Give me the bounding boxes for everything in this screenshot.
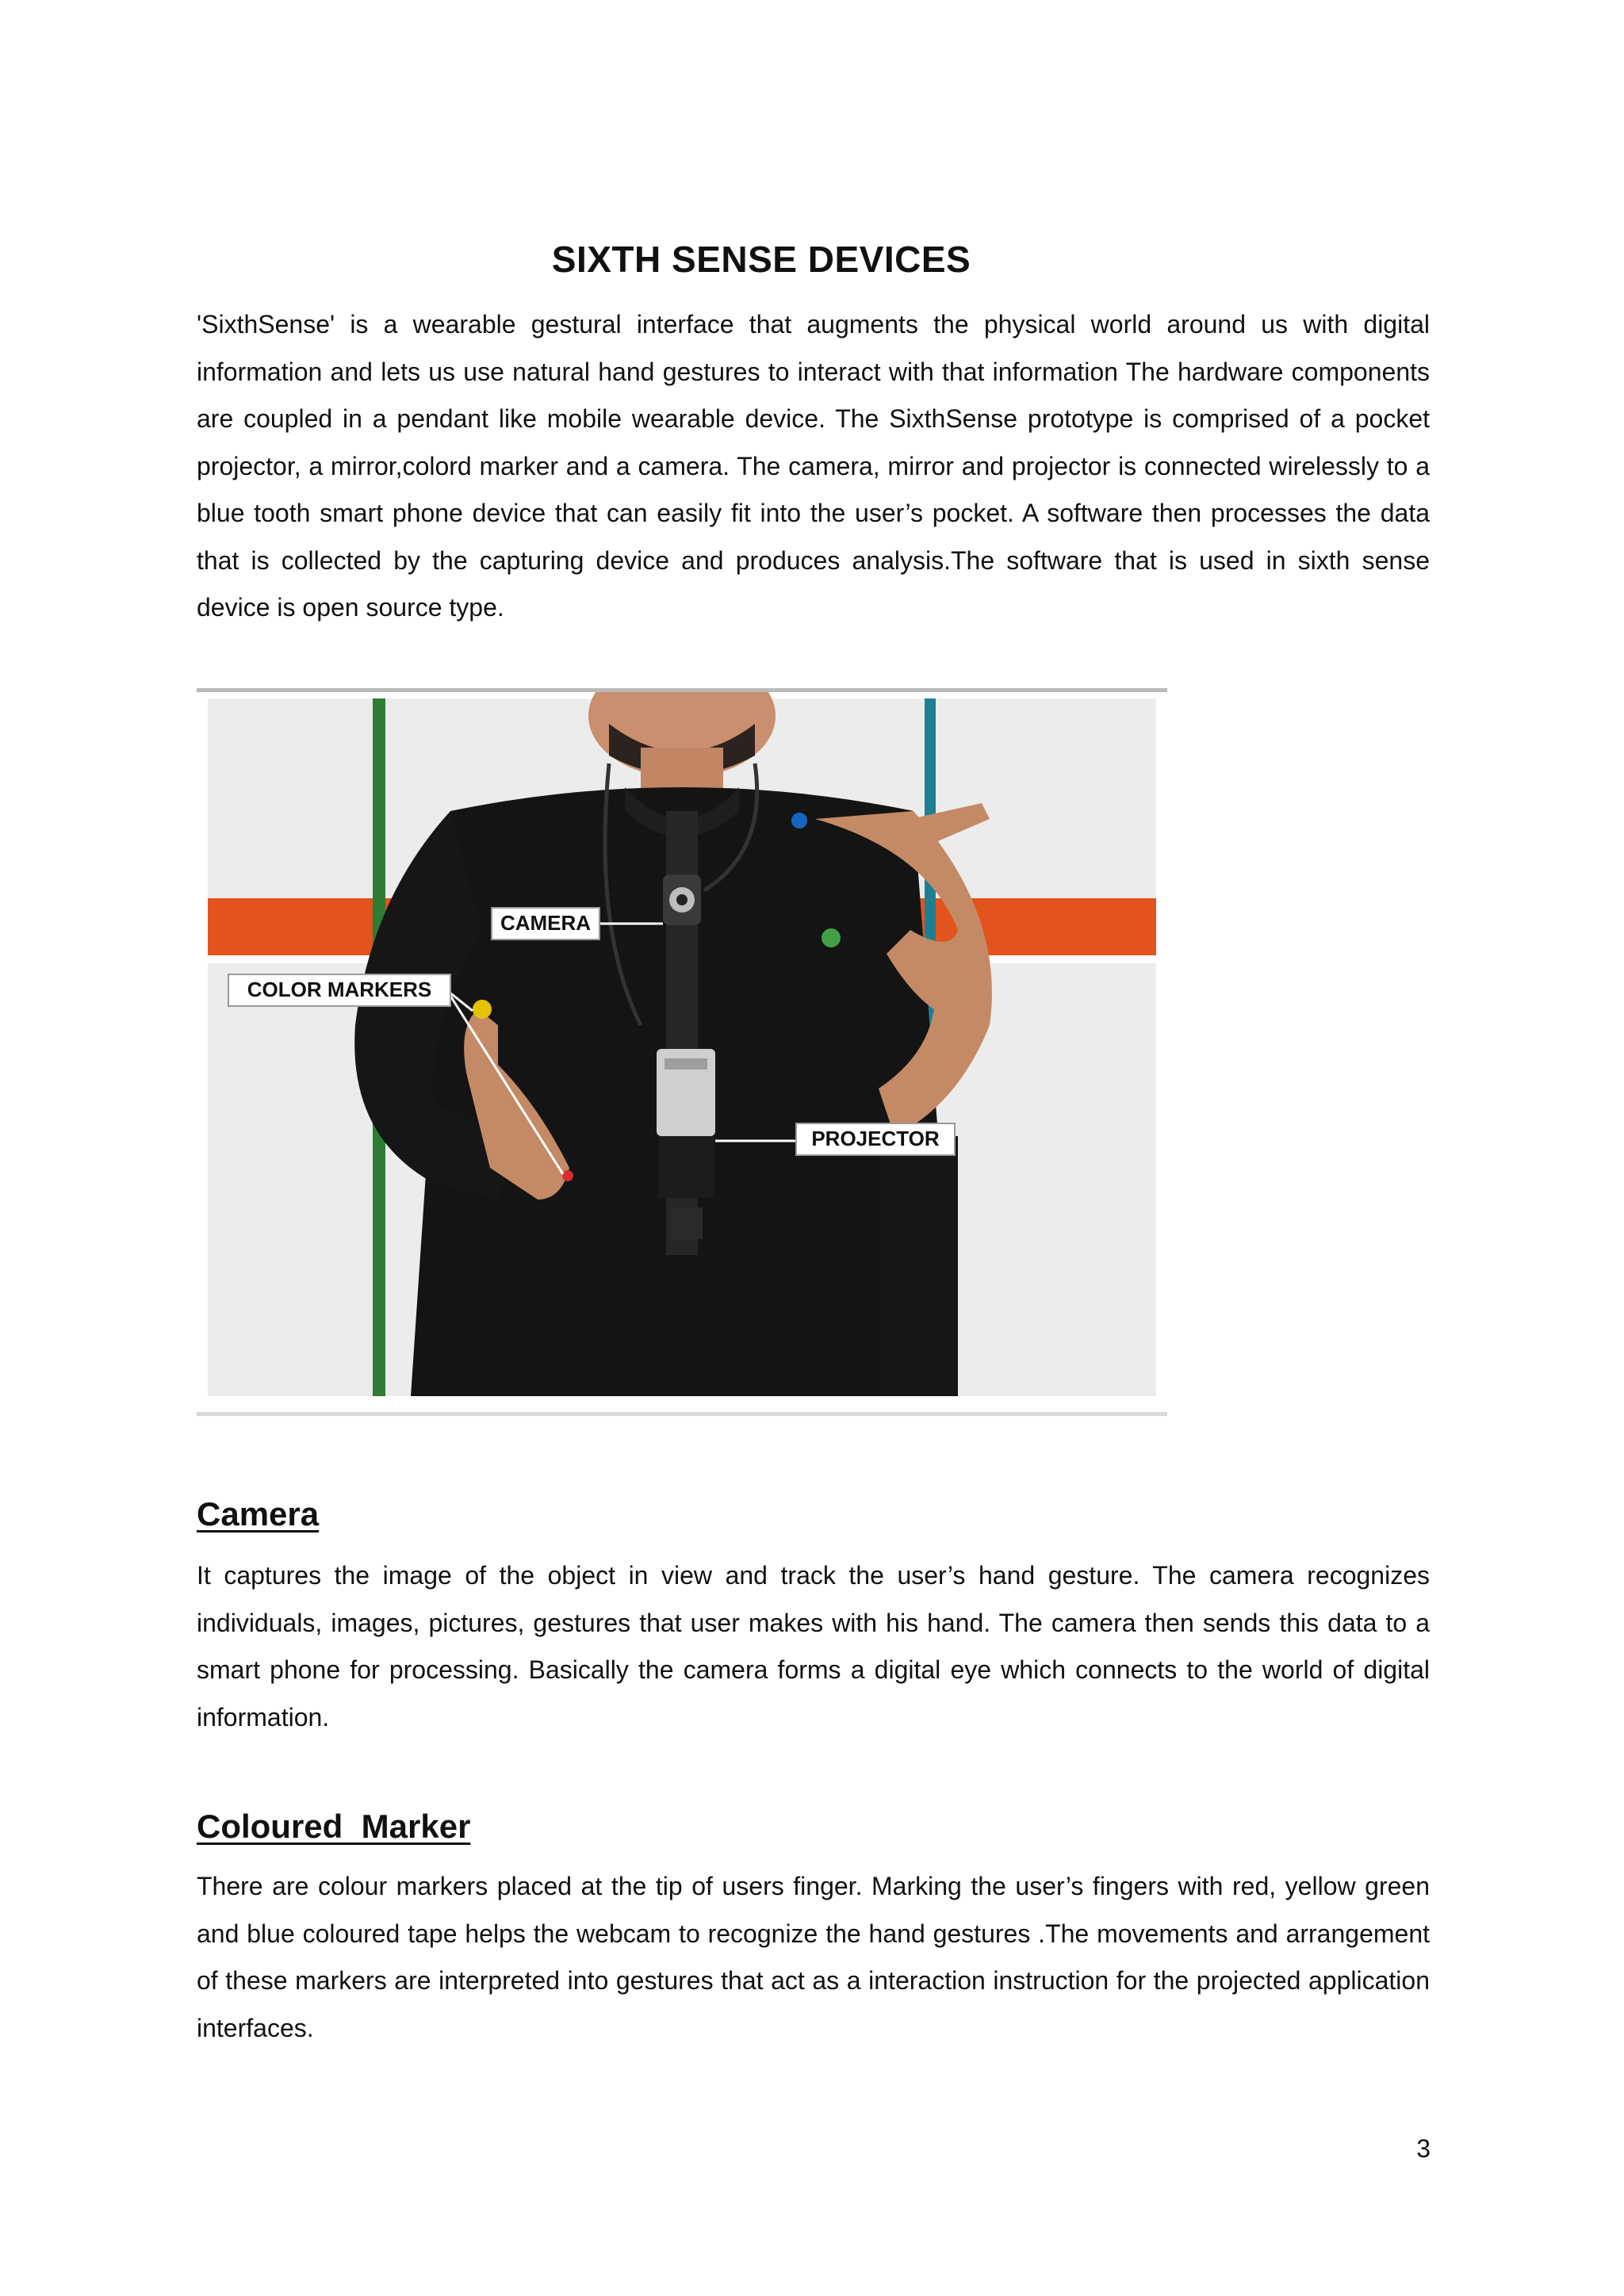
camera-label: CAMERA: [500, 911, 592, 935]
blue-marker: [791, 813, 807, 828]
section-body-coloured-marker: There are colour markers placed at the tip of users finger. Marking the user’s fingers with red, yellow green and blue coloured tape helps the webcam to recognize the hand gestures .The movements and arrangement of these markers are interpreted into gestures that act as a interaction instruction for the projected application interfaces.: [197, 1872, 1430, 2042]
section-heading-coloured-marker: Coloured Marker: [197, 1808, 471, 1845]
page-title: SIXTH SENSE DEVICES: [551, 239, 971, 280]
intro-paragraph: 'SixthSense' is a wearable gestural interface that augments the physical world around us with digital information and lets us use natural hand gestures to interact with that information The hardware components are coupled in a pendant like mobile wearable device. The SixthSense prototype is comprised of a pocket projector, a mirror,colord marker and a camera. The camera, mirror and projector is connected wirelessly to a blue tooth smart phone device that can easily fit into the user’s pocket. A software then processes the data that is collected by the capturing device and produces analysis.The software that is used in sixth sense device is open source type.: [197, 310, 1430, 622]
section-heading-camera: Camera: [197, 1495, 320, 1533]
projector-label: PROJECTOR: [811, 1127, 940, 1150]
sixthsense-photo: [197, 688, 1167, 1416]
section-body-camera: It captures the image of the object in view and track the user’s hand gesture. The camera recognizes individuals, images, pictures, gestures that user makes with his hand. The camera then sends this data to a smart phone for processing. Basically the camera forms a digital eye which connects to the world of digital information.: [197, 1561, 1430, 1732]
color-markers-label: COLOR MARKERS: [247, 978, 432, 1001]
yellow-marker: [473, 1000, 492, 1019]
green-marker: [822, 928, 841, 947]
sixthsense-illustration: [197, 692, 1167, 1404]
red-marker: [562, 1170, 573, 1181]
page-number: 3: [1416, 2134, 1431, 2163]
